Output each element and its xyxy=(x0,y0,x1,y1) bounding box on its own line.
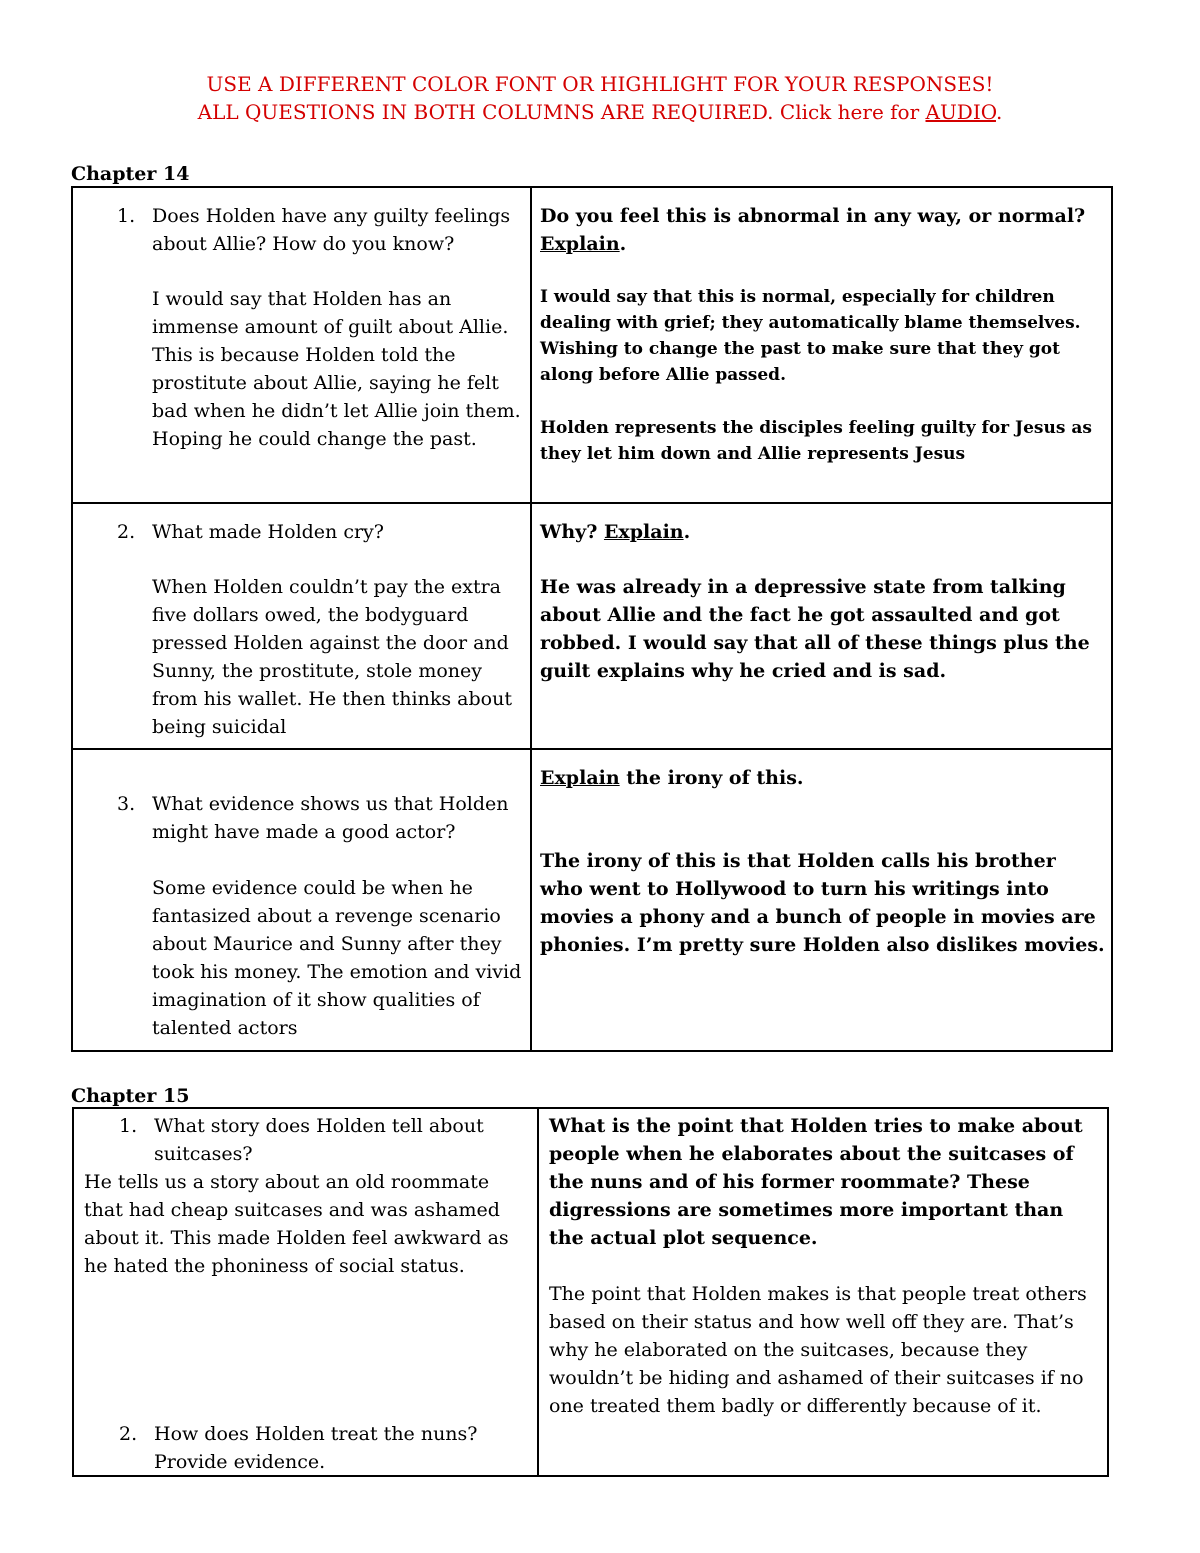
follow-up-answer[interactable]: He was already in a depressive state from talking about Allie and the fact he got assaulted and got robbed. I would say that all of these things plus the guilt explains why he cried and is sad. xyxy=(540,576,1090,682)
table-row xyxy=(73,1108,1108,1476)
follow-up-answer-2[interactable]: Holden represents the disciples feeling guilty for Jesus as they let him down and Allie represents Jesus xyxy=(540,418,1092,464)
explain-label: Explain xyxy=(540,233,620,255)
chapter-15-title: Chapter 15 xyxy=(71,1085,190,1107)
follow-up-cell xyxy=(531,503,1112,749)
table-row xyxy=(72,503,1112,749)
answer-text[interactable]: I would say that Holden has an immense amount of guilt about Allie. This is because Holden told the prostitute about Allie, saying he felt bad when he didn’t let Allie join them. Hoping he could change the past. xyxy=(152,288,521,450)
instruction-line-2-text: ALL QUESTIONS IN BOTH COLUMNS ARE REQUIRED. Click here for xyxy=(197,100,926,124)
question-cell xyxy=(73,1108,538,1476)
question-text: How does Holden treat the nuns? Provide evidence. xyxy=(154,1423,478,1473)
question-cell xyxy=(72,503,531,749)
follow-up-question xyxy=(540,202,1100,258)
question-cell xyxy=(72,187,531,503)
question-number: 1. xyxy=(117,205,136,227)
question-cell xyxy=(72,749,531,1051)
instructions-header xyxy=(0,70,1200,126)
follow-up-question xyxy=(540,764,1100,792)
chapter-14-title: Chapter 14 xyxy=(71,163,190,185)
table-row xyxy=(72,187,1112,503)
follow-up-question-text: the irony of this. xyxy=(619,767,804,789)
chapter-14-table xyxy=(71,186,1113,1052)
question-number: 1. xyxy=(119,1115,138,1137)
explain-label: Explain xyxy=(540,767,620,789)
question-number: 2. xyxy=(119,1423,138,1445)
follow-up-question-text: Do you feel this is abnormal in any way, or normal? xyxy=(540,205,1086,227)
answer-text[interactable]: He tells us a story about an old roommate that had cheap suitcases and was ashamed about it. This made Holden feel awkward as he hated the phoniness of social status. xyxy=(84,1171,509,1277)
explain-label: Explain xyxy=(603,521,684,543)
follow-up-question: What is the point that Holden tries to make about people when he elaborates about the suitcases of the nuns and of his former roommate? These digressions are sometimes more important than the actual plot sequence. xyxy=(549,1115,1083,1249)
follow-up-question-text: Why? xyxy=(540,521,604,543)
follow-up-question-end: . xyxy=(683,521,691,543)
follow-up-answer[interactable]: The irony of this is that Holden calls his brother who went to Hollywood to turn his writings into movies a phony and a bunch of people in movies are phonies. I’m pretty sure Holden also dislikes movies. xyxy=(540,850,1105,956)
instruction-line-1: USE A DIFFERENT COLOR FONT OR HIGHLIGHT FOR YOUR RESPONSES! xyxy=(206,72,994,96)
follow-up-cell xyxy=(538,1108,1108,1476)
question-number: 2. xyxy=(117,521,136,543)
question-text: Does Holden have any guilty feelings about Allie? How do you know? xyxy=(152,205,511,255)
question-text: What made Holden cry? xyxy=(152,521,384,543)
chapter-15-table xyxy=(72,1107,1109,1477)
question-text: What story does Holden tell about suitcases? xyxy=(154,1115,484,1165)
follow-up-answer[interactable]: The point that Holden makes is that people treat others based on their status and how well off they are. That’s why he elaborated on the suitcases, because they wouldn’t be hiding and ashamed of their suitcases if no one treated them badly or differently because of it. xyxy=(549,1283,1087,1417)
follow-up-question xyxy=(540,518,1100,546)
answer-text[interactable]: When Holden couldn’t pay the extra five dollars owed, the bodyguard pressed Holden against the door and Sunny, the prostitute, stole money from his wallet. He then thinks about being suicidal xyxy=(152,576,512,738)
question-text: What evidence shows us that Holden might have made a good actor? xyxy=(152,793,509,843)
answer-text[interactable]: Some evidence could be when he fantasized about a revenge scenario about Maurice and Sunny after they took his money. The emotion and vivid imagination of it show qualities of talented actors xyxy=(152,877,522,1039)
instruction-line-2-end: . xyxy=(995,100,1003,124)
table-row xyxy=(72,749,1112,1051)
follow-up-answer[interactable]: I would say that this is normal, especially for children dealing with grief; they automatically blame themselves. Wishing to change the past to make sure that they got along before Allie passed. xyxy=(540,287,1081,385)
instruction-line-2 xyxy=(0,98,1200,126)
audio-link[interactable]: AUDIO xyxy=(925,100,996,124)
question-number: 3. xyxy=(117,793,136,815)
follow-up-question-end: . xyxy=(619,233,627,255)
follow-up-cell xyxy=(531,187,1112,503)
follow-up-cell xyxy=(531,749,1112,1051)
